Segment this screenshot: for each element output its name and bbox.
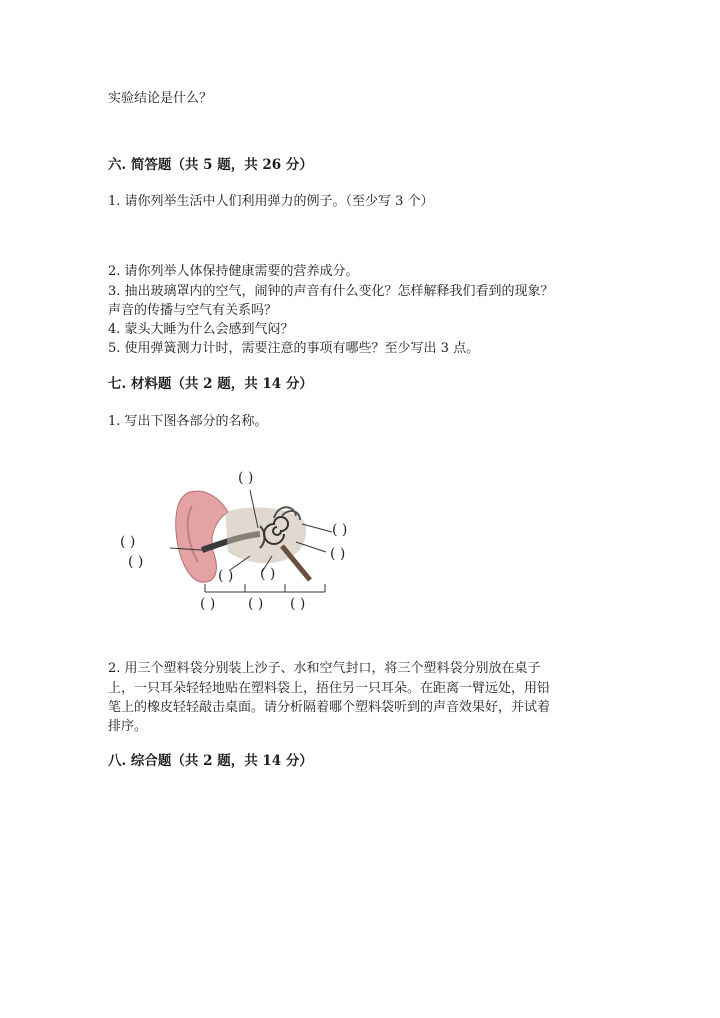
label-blank-right-1: ( ) (332, 522, 348, 538)
question-7-2-line-3: 笔上的橡皮轻轻敲击桌面。请分析隔着哪个塑料袋听到的声音效果好，并试着 (108, 700, 551, 715)
label-blank-left-1: ( ) (120, 534, 136, 550)
section-6-heading: 六. 简答题（共 5 题，共 26 分） (108, 157, 313, 173)
section-8-heading: 八. 综合题（共 2 题，共 14 分） (108, 753, 313, 769)
label-blank-bottom-1: ( ) (200, 596, 216, 612)
question-6-3: 3. 抽出玻璃罩内的空气，闹钟的声音有什么变化？怎样解释我们看到的现象？ (108, 284, 554, 299)
ear-diagram (110, 462, 410, 622)
label-blank-bottom-2: ( ) (248, 596, 264, 612)
label-blank-left-2: ( ) (128, 554, 144, 570)
question-6-2: 2. 请你列举人体保持健康需要的营养成分。 (108, 264, 359, 279)
question-6-1: 1. 请你列举生活中人们利用弹力的例子。（至少写 3 个） (108, 194, 434, 209)
label-blank-middle-2: ( ) (260, 566, 276, 582)
label-blank-right-2: ( ) (330, 546, 346, 562)
question-7-2-line-4: 排序。 (108, 719, 148, 734)
question-7-2-line-2: 上，一只耳朵轻轻地贴在塑料袋上，捂住另一只耳朵。在距离一臂远处，用铅 (108, 681, 551, 696)
question-7-2: 2. 用三个塑料袋分别装上沙子、水和空气封口，将三个塑料袋分别放在桌子 (108, 661, 541, 676)
question-text: 实验结论是什么？ (108, 91, 213, 106)
label-blank-bottom-3: ( ) (290, 596, 306, 612)
label-blank-middle-1: ( ) (218, 568, 234, 584)
section-7-heading: 七. 材料题（共 2 题，共 14 分） (108, 376, 313, 392)
question-6-3-continued: 声音的传播与空气有关系吗？ (108, 303, 278, 318)
question-7-1: 1. 写出下图各部分的名称。 (108, 414, 268, 429)
question-6-4: 4. 蒙头大睡为什么会感到气闷？ (108, 322, 294, 337)
label-blank-top: ( ) (238, 470, 254, 486)
question-6-5: 5. 使用弹簧测力计时，需要注意的事项有哪些？至少写出 3 点。 (108, 341, 480, 356)
ear-bone-region (225, 507, 306, 563)
